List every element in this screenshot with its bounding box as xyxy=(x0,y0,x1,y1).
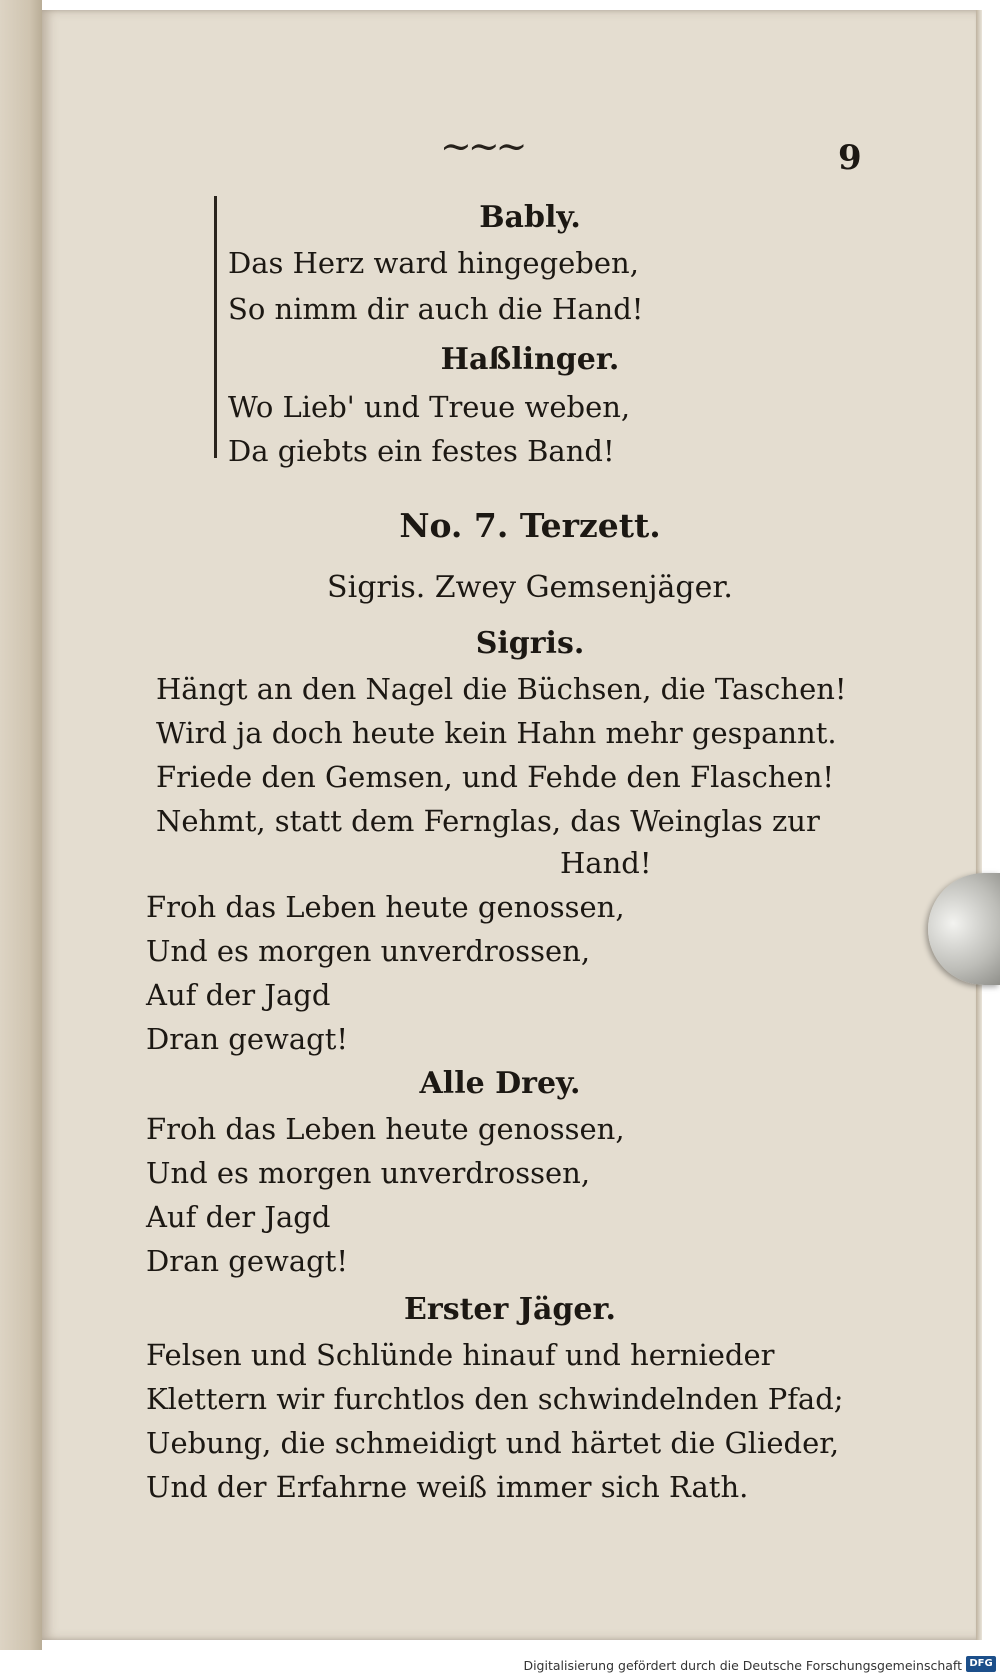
verse-line: Hängt an den Nagel die Büchsen, die Taschen! xyxy=(156,672,847,706)
verse-line: Felsen und Schlünde hinauf und hernieder xyxy=(146,1338,775,1372)
page-number: 9 xyxy=(838,138,862,178)
verse-line: Klettern wir furchtlos den schwindelnden Pfad; xyxy=(146,1382,844,1416)
duet-bracket xyxy=(214,196,217,458)
page-edge xyxy=(976,10,982,1640)
cast-list: Sigris. Zwey Gemsenjäger. xyxy=(327,570,733,605)
verse-line: Und es morgen unverdrossen, xyxy=(146,934,591,968)
digitization-footer xyxy=(0,1650,1000,1679)
verse-line: Wo Lieb' und Treue weben, xyxy=(228,390,631,424)
funding-credit: Digitalisierung gefördert durch die Deutsche Forschungsgemeinschaft xyxy=(523,1658,962,1673)
header-ornament: ~~~ xyxy=(440,124,524,168)
verse-line: Da giebts ein festes Band! xyxy=(228,434,615,468)
verse-line: Das Herz ward hingegeben, xyxy=(228,246,639,280)
verse-line: Und es morgen unverdrossen, xyxy=(146,1156,591,1190)
verse-line: Froh das Leben heute genossen, xyxy=(146,1112,625,1146)
verse-line: Dran gewagt! xyxy=(146,1244,349,1278)
number-heading: No. 7. Terzett. xyxy=(399,506,661,545)
verse-line: Wird ja doch heute kein Hahn mehr gespannt. xyxy=(156,716,837,750)
verse-line: Uebung, die schmeidigt und härtet die Glieder, xyxy=(146,1426,840,1460)
speaker-erster-jaeger: Erster Jäger. xyxy=(404,1292,616,1327)
verse-line: Froh das Leben heute genossen, xyxy=(146,890,625,924)
verse-line: Auf der Jagd xyxy=(146,1200,331,1234)
verse-line: Nehmt, statt dem Fernglas, das Weinglas zur xyxy=(156,804,820,838)
verse-line: Auf der Jagd xyxy=(146,978,331,1012)
verse-line: Friede den Gemsen, und Fehde den Flaschen! xyxy=(156,760,835,794)
left-page-edge xyxy=(0,0,42,1650)
verse-line: Und der Erfahrne weiß immer sich Rath. xyxy=(146,1470,749,1504)
verse-line: Dran gewagt! xyxy=(146,1022,349,1056)
verse-line: Hand! xyxy=(560,846,652,880)
speaker-bably: Bably. xyxy=(479,200,581,235)
speaker-sigris: Sigris. xyxy=(475,626,585,661)
speaker-hasslinger: Haßlinger. xyxy=(440,342,620,377)
verse-line: So nimm dir auch die Hand! xyxy=(228,292,644,326)
speaker-alle-drey: Alle Drey. xyxy=(419,1066,581,1101)
dfg-logo: DFG xyxy=(966,1656,996,1672)
